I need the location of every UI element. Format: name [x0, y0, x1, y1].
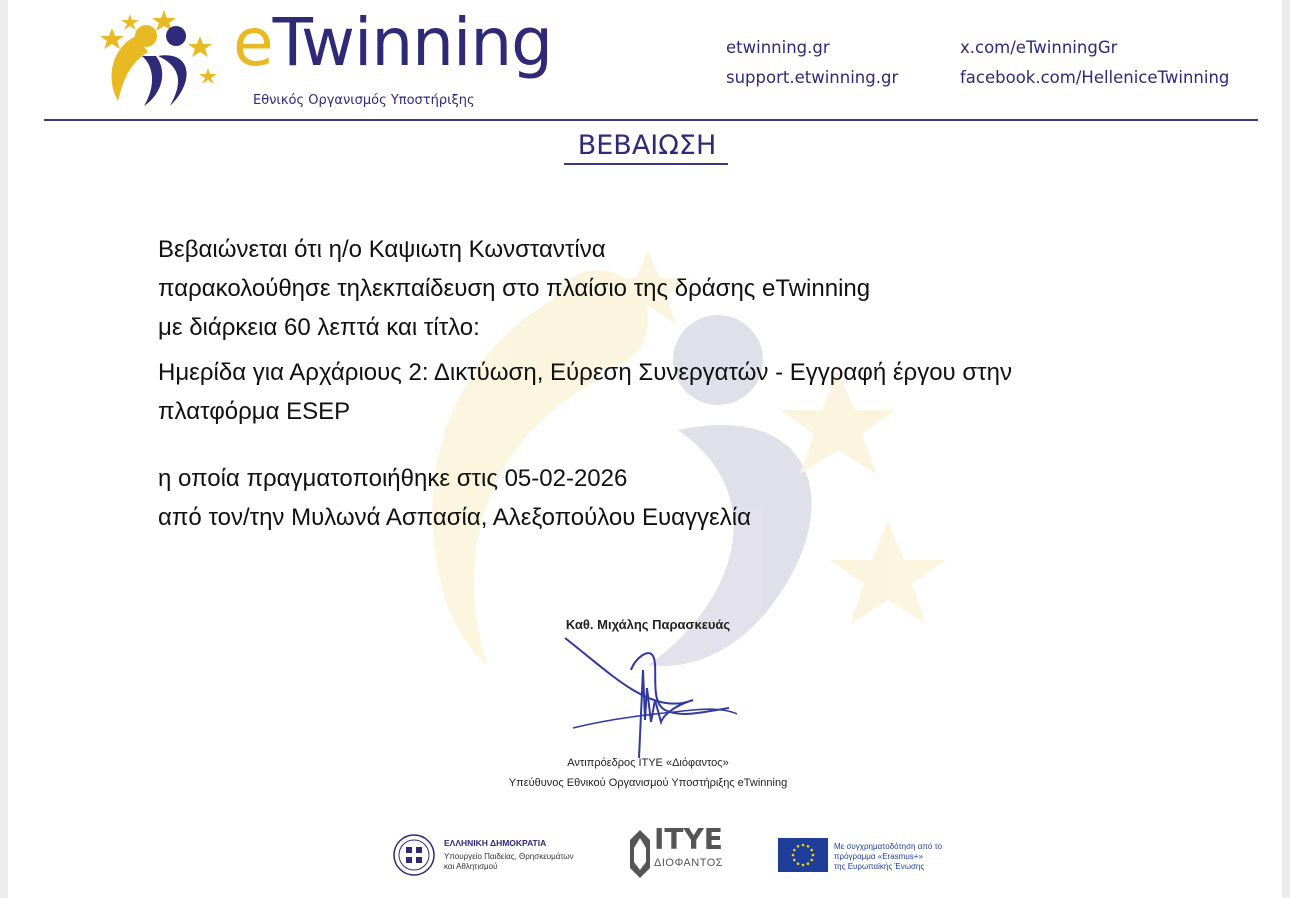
- etwinning-wordmark: [233, 4, 553, 81]
- logo-subtitle: Εθνικός Οργανισμός Υποστήριξης: [253, 93, 475, 108]
- greek-coat-of-arms-icon: [392, 833, 436, 877]
- gov-subtitle-2: και Αθλητισμού: [444, 862, 498, 871]
- signer-name: Καθ. Μιχάλης Παρασκευάς: [565, 617, 731, 632]
- itye-emblem-icon: [628, 828, 652, 880]
- gov-subtitle-1: Υπουργείο Παιδείας, Θρησκευμάτων: [444, 852, 574, 861]
- eu-line-2: πρόγραμμα «Erasmus+»: [834, 852, 923, 861]
- course-title-line-2: πλατφόρμα ESEP: [158, 398, 351, 425]
- link-etwinning-gr[interactable]: etwinning.gr: [726, 38, 830, 57]
- signer-role-2: Υπεύθυνος Εθνικού Οργανισμού Υποστήριξης eTwinning: [508, 777, 788, 789]
- date-line: η οποία πραγματοποιήθηκε στις 05-02-2026: [158, 465, 628, 492]
- wordmark-twinning: Twinning: [272, 4, 553, 81]
- handwritten-signature: [553, 630, 743, 762]
- link-x-com[interactable]: x.com/eTwinningGr: [960, 38, 1118, 57]
- duration-line: με διάρκεια 60 λεπτά και τίτλο:: [158, 314, 480, 341]
- itye-logo-text: ΙΤΥΕ: [654, 823, 723, 856]
- wordmark-e: e: [233, 4, 273, 81]
- watermark-graphic: [348, 250, 968, 670]
- eu-line-1: Με συγχρηματοδότηση από το: [834, 842, 943, 851]
- link-facebook[interactable]: facebook.com/HelleniceTwinning: [960, 68, 1230, 87]
- eu-line-3: της Ευρωπαϊκής Ένωσης: [834, 862, 925, 871]
- etwinning-logo-icon: [96, 6, 221, 114]
- gov-title: ΕΛΛΗΝΙΚΗ ΔΗΜΟΚΡΑΤΙΑ: [444, 838, 547, 848]
- course-title-line-1: Ημερίδα για Αρχάριους 2: Δικτύωση, Εύρεση Συνεργατών - Εγγραφή έργου στην: [158, 359, 1012, 386]
- trainers-line: από τον/την Μυλωνά Ασπασία, Αλεξοπούλου Ευαγγελία: [158, 504, 751, 531]
- signer-role-1: Αντιπρόεδρος ΙΤΥΕ «Διόφαντος»: [567, 757, 729, 769]
- header-divider: [44, 119, 1258, 121]
- eu-flag-icon: [778, 838, 828, 872]
- certify-line: Βεβαιώνεται ότι η/ο Καψιωτη Κωνσταντίνα: [158, 236, 606, 263]
- certificate-page: [8, 0, 1282, 898]
- link-support-etwinning[interactable]: support.etwinning.gr: [726, 68, 899, 87]
- document-title: ΒΕΒΑΙΩΣΗ: [577, 130, 717, 161]
- itye-diofantos-text: ΔΙΟΦΑΝΤΟΣ: [654, 857, 724, 869]
- attended-line: παρακολούθησε τηλεκπαίδευση στο πλαίσιο της δράσης eTwinning: [158, 275, 871, 302]
- title-underline: [564, 163, 728, 165]
